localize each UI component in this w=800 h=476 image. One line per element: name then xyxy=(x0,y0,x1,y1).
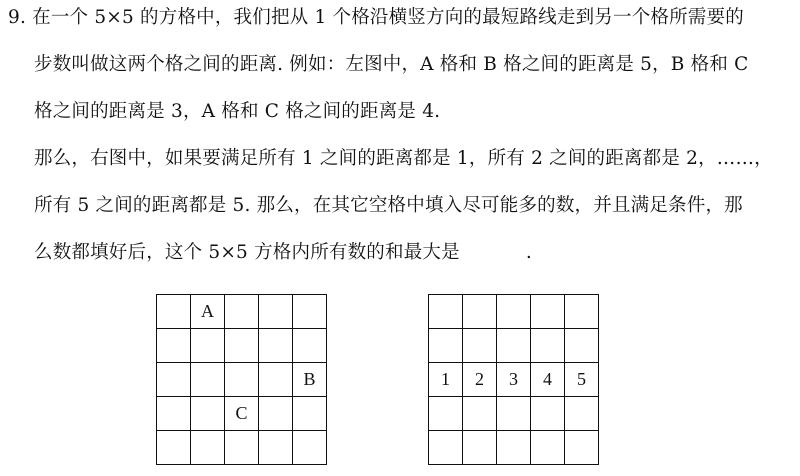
grid-cell xyxy=(225,431,259,465)
grid-cell xyxy=(463,329,497,363)
grid-cell xyxy=(191,329,225,363)
grid-cell: 4 xyxy=(531,363,565,397)
grid-cell xyxy=(293,431,327,465)
grid-cell xyxy=(293,295,327,329)
grid-cell xyxy=(157,295,191,329)
grid-cell: 1 xyxy=(429,363,463,397)
problem-number: 9. xyxy=(8,7,27,28)
problem-line-3: 格之间的距离是 3，A 格和 C 格之间的距离是 4. xyxy=(34,101,441,122)
question-text: 么数都填好后，这个 5×5 方格内所有数的和最大是 xyxy=(34,242,460,263)
grid-cell xyxy=(463,295,497,329)
grid-cell xyxy=(531,431,565,465)
grid-cell: 2 xyxy=(463,363,497,397)
grid-cell xyxy=(429,431,463,465)
problem-line-6 xyxy=(34,241,532,265)
grid-cell xyxy=(531,397,565,431)
problem-line-4: 那么，右图中，如果要满足所有 1 之间的距离都是 1，所有 2 之间的距离都是 2，……， xyxy=(34,148,773,169)
problem-line-1 xyxy=(8,6,744,30)
grid-cell xyxy=(565,397,599,431)
grid-cell: 3 xyxy=(497,363,531,397)
grid-cell xyxy=(497,329,531,363)
question-end-punct: . xyxy=(525,242,532,263)
grid-cell xyxy=(157,329,191,363)
problem-line-5: 所有 5 之间的距离都是 5. 那么，在其它空格中填入尽可能多的数，并且满足条件，那 xyxy=(34,195,743,216)
problem-text-line: 在一个 5×5 的方格中，我们把从 1 个格沿横竖方向的最短路线走到另一个格所需要的 xyxy=(32,7,744,28)
number-grid-right xyxy=(428,294,599,465)
grid-cell xyxy=(157,397,191,431)
grid-cell: C xyxy=(225,397,259,431)
grid-cell: A xyxy=(191,295,225,329)
grid-cell xyxy=(157,431,191,465)
grid-cell xyxy=(565,295,599,329)
grid-cell xyxy=(225,295,259,329)
grid-cell xyxy=(463,397,497,431)
grid-cell xyxy=(259,431,293,465)
grid-cell xyxy=(497,397,531,431)
grid-cell xyxy=(293,329,327,363)
grid-cell xyxy=(157,363,191,397)
problem-line-2: 步数叫做这两个格之间的距离. 例如：左图中，A 格和 B 格之间的距离是 5，B 格和 C xyxy=(34,54,749,75)
grid-cell xyxy=(497,295,531,329)
grid-cell xyxy=(565,431,599,465)
answer-blank xyxy=(460,244,526,262)
grid-cell xyxy=(497,431,531,465)
grid-cell xyxy=(463,431,497,465)
grid-cell xyxy=(259,363,293,397)
grid-cell xyxy=(225,329,259,363)
grid-cell xyxy=(225,363,259,397)
grid-cell xyxy=(259,295,293,329)
grid-cell xyxy=(531,329,565,363)
grid-cell xyxy=(293,397,327,431)
grid-cell: 5 xyxy=(565,363,599,397)
grid-cell: B xyxy=(293,363,327,397)
grid-cell xyxy=(531,295,565,329)
grid-cell xyxy=(429,397,463,431)
grid-cell xyxy=(191,431,225,465)
grid-cell xyxy=(565,329,599,363)
grid-cell xyxy=(191,363,225,397)
grid-cell xyxy=(259,397,293,431)
grid-cell xyxy=(429,295,463,329)
grid-cell xyxy=(429,329,463,363)
example-grid-left xyxy=(156,294,327,465)
grid-cell xyxy=(259,329,293,363)
grid-cell xyxy=(191,397,225,431)
